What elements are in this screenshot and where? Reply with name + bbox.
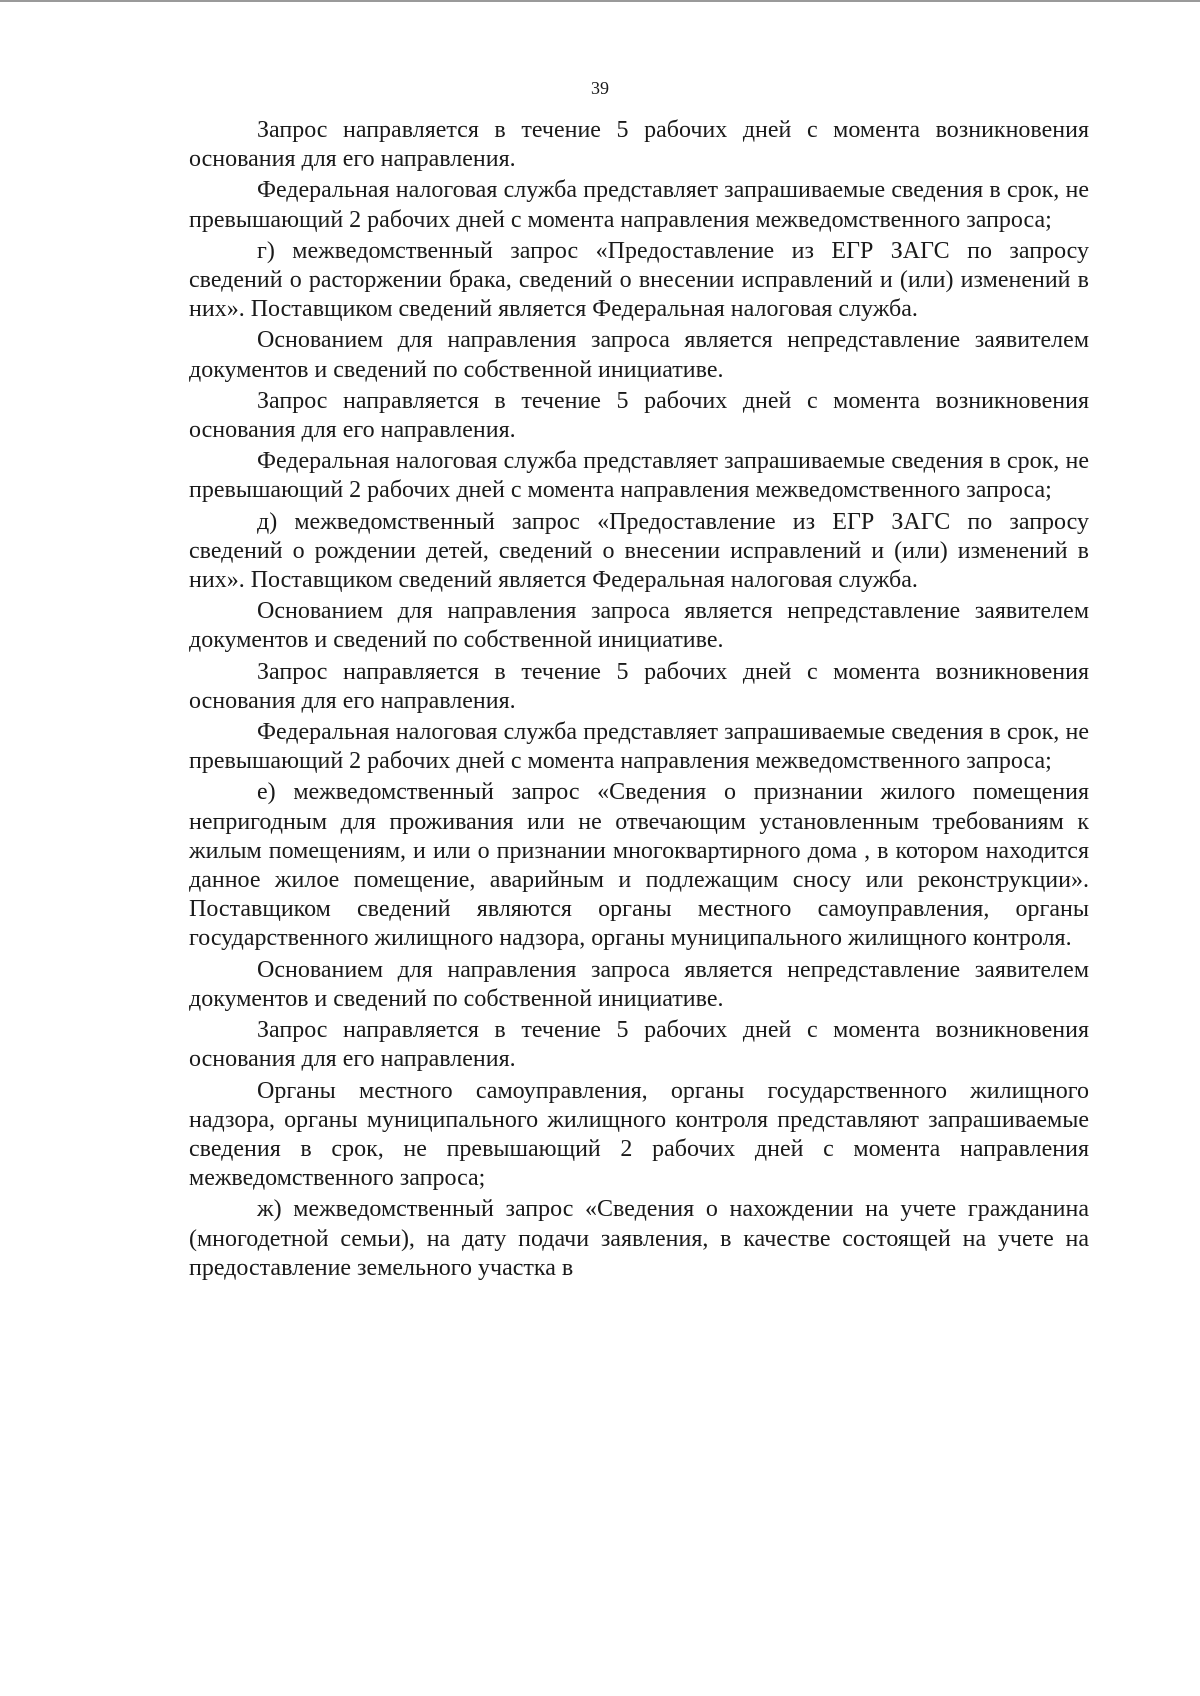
document-body bbox=[189, 116, 1089, 1283]
page-top-edge-line bbox=[0, 0, 1200, 2]
paragraph-fns-response-deadline: Федеральная налоговая служба представляет запрашиваемые сведения в срок, не превышающий 2 рабочих дней с момента направления межведомственного запроса; bbox=[189, 719, 1089, 775]
paragraph-request-deadline: Запрос направляется в течение 5 рабочих дней с момента возникновения основания для его направления. bbox=[189, 117, 1089, 173]
paragraph-request-basis: Основанием для направления запроса является непредставление заявителем документов и сведений по собственной инициативе. bbox=[189, 956, 1089, 1012]
paragraph-item-g-divorce-request: г) межведомственный запрос «Предоставление из ЕГР ЗАГС по запросу сведений о расторжении брака, сведений о внесении исправлений и (или) изменений в них». Поставщиком сведений является Федеральная налоговая служба. bbox=[189, 237, 1089, 323]
paragraph-local-authorities-response-deadline: Органы местного самоуправления, органы государственного жилищного надзора, органы муниципального жилищного контроля представляют запрашиваемые сведения в срок, не превышающий 2 рабочих дней с момента направления межведомственного запроса; bbox=[189, 1077, 1089, 1192]
paragraph-item-d-birth-request: д) межведомственный запрос «Предоставление из ЕГР ЗАГС по запросу сведений о рождении детей, сведений о внесении исправлений и (или) изменений в них». Поставщиком сведений является Федеральная налоговая служба. bbox=[189, 508, 1089, 594]
paragraph-request-basis: Основанием для направления запроса является непредставление заявителем документов и сведений по собственной инициативе. bbox=[189, 598, 1089, 654]
paragraph-item-zh-registration-request: ж) межведомственный запрос «Сведения о нахождении на учете гражданина (многодетной семьи), на дату подачи заявления, в качестве состоящей на учете на предоставление земельного участка в bbox=[189, 1196, 1089, 1281]
paragraph-request-deadline: Запрос направляется в течение 5 рабочих дней с момента возникновения основания для его направления. bbox=[189, 658, 1089, 714]
paragraph-request-deadline: Запрос направляется в течение 5 рабочих дней с момента возникновения основания для его направления. bbox=[189, 387, 1089, 444]
paragraph-request-basis: Основанием для направления запроса является непредставление заявителем документов и сведений по собственной инициативе. bbox=[189, 327, 1089, 383]
paragraph-request-deadline: Запрос направляется в течение 5 рабочих дней с момента возникновения основания для его направления. bbox=[189, 1017, 1089, 1073]
paragraph-item-e-housing-request: е) межведомственный запрос «Сведения о признании жилого помещения непригодным для проживания или не отвечающим установленным требованиям к жилым помещениям, и или о признании многоквартирного дома , в котором находится данное жилое помещение, аварийным и подлежащим сносу или реконструкции». Поставщиком сведений являются органы местного самоуправления, органы государственного жилищного надзора, органы муниципального жилищного контроля. bbox=[189, 779, 1089, 952]
paragraph-fns-response-deadline: Федеральная налоговая служба представляет запрашиваемые сведения в срок, не превышающий 2 рабочих дней с момента направления межведомственного запроса; bbox=[189, 448, 1089, 504]
paragraph-fns-response-deadline: Федеральная налоговая служба представляет запрашиваемые сведения в срок, не превышающий 2 рабочих дней с момента направления межведомственного запроса; bbox=[189, 177, 1089, 233]
page-number: 39 bbox=[591, 78, 609, 98]
